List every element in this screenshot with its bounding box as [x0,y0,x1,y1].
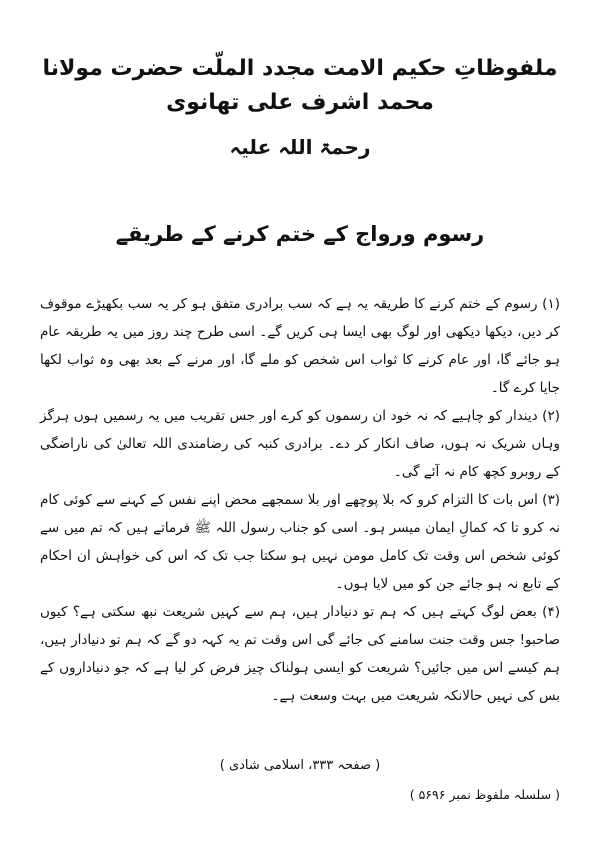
document-subtitle: رحمۃ اللہ علیہ [229,135,371,159]
paragraph-3: (۳) اس بات کا التزام کرو کہ بلا پوچھے اور بلا سمجھے محض اپنے نفس کے کہنے سے کوئی کام نہ کرو تا کہ کمالِ ایمان میسر ہو۔ اسی کو جناب رسول اللہ ﷺ فرماتے ہیں کہ تم میں سے کوئی شخص اس وقت تک کامل مومن نہیں ہو سکتا جب تک کہ اس کی خواہش ان احکام کے تابع نہ ہو جائے جن کو میں لایا ہوں۔ [40,492,560,592]
document-title: ملفوظاتِ حکیم الامت مجدد الملّت حضرت مولانا محمد اشرف علی تھانوی [42,56,558,115]
page-reference: ( صفحہ ۳۳۳، اسلامی شادی ) [219,758,381,773]
section-heading: رسوم ورواج کے ختم کرنے کے طریقے [115,222,485,246]
paragraph-4: (۴) بعض لوگ کہتے ہیں کہ ہم تو دنیادار ہیں، ہم سے کہیں شریعت نبھ سکتی ہے؟ کیوں صاحبو! جس وقت جنت سامنے کی جائے گی اس وقت تم یہ کہہ دو گے کہ ہم تو دنیادار ہیں، ہم کیسے اس میں جائیں؟ شریعت کو ایسی ہولناک چیز فرض کر لیا ہے کہ جو دنیاداروں کے بس کی نہیں حالانکہ شریعت میں بہت وسعت ہے۔ [40,604,560,704]
paragraph-1: (۱) رسوم کے ختم کرنے کا طریقہ یہ ہے کہ سب برادری متفق ہو کر یہ سب بکھیڑے موقوف کر دیں، دیکھا دیکھی اور لوگ بھی ایسا ہی کریں گے۔ اسی طرح چند روز میں یہ طریقہ عام ہو جائے گا، اور عام کرنے کا ثواب اس شخص کو ملے گا، اور مرنے کے بعد بھی وہ ثواب لکھا جایا کرے گا۔ [40,296,560,396]
series-number: ( سلسلہ ملفوظ نمبر ۵۶۹۶ ) [409,787,560,802]
paragraph-list [40,290,560,710]
paragraph-2: (۲) دیندار کو چاہیے کہ نہ خود ان رسموں کو کرے اور جس تقریب میں یہ رسمیں ہوں ہرگز وہاں شریک نہ ہوں، صاف انکار کر دے۔ برادری کنبہ کی رضامندی اللہ تعالیٰ کی ناراضگی کے روبرو کچھ کام نہ آئے گی۔ [40,408,560,480]
